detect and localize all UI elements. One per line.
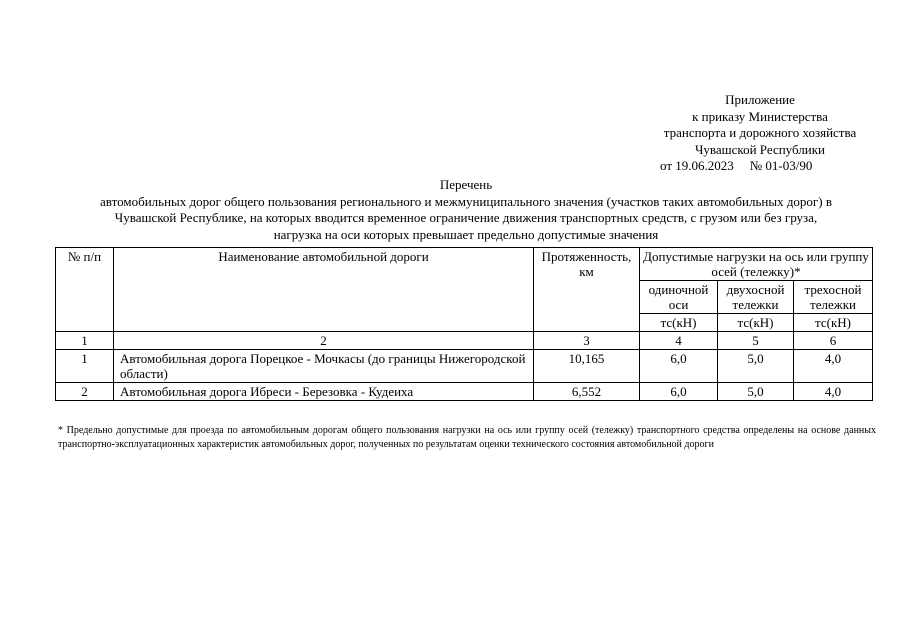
row-triple-load: 4,0 bbox=[794, 383, 873, 401]
column-number: 3 bbox=[534, 332, 640, 350]
unit-triple: тс(кН) bbox=[794, 314, 873, 332]
appendix-order-line bbox=[640, 158, 880, 175]
title-heading: Перечень bbox=[439, 177, 493, 192]
row-single-load: 6,0 bbox=[640, 350, 718, 383]
footnote: * Предельно допустимые для проезда по автомобильным дорогам общего пользования нагрузки на ось или группу осей (тележку) транспортного средства определены на основе данных транспортно-эксплуатационных характеристик автомобильных дорог, полученных по результатам оценки технического состояния автомобильной дороги bbox=[58, 425, 876, 450]
appendix-title: Приложение bbox=[725, 92, 795, 107]
table-header-row bbox=[56, 248, 873, 281]
appendix-line-ministry: транспорта и дорожного хозяйства bbox=[663, 125, 857, 140]
title-line-3: нагрузка на оси которых превышает предельно допустимые значения bbox=[273, 226, 659, 242]
title-line-2: Чувашской Республике, на которых вводится временное ограничение движения транспортных средств, с грузом или без груза, bbox=[114, 210, 818, 225]
header-triple-axle: трехосной тележки bbox=[794, 281, 873, 314]
row-length: 10,165 bbox=[534, 350, 640, 383]
row-num: 1 bbox=[56, 350, 114, 383]
row-double-load: 5,0 bbox=[718, 350, 794, 383]
unit-double: тс(кН) bbox=[718, 314, 794, 332]
row-road-name: Автомобильная дорога Ибреси - Березовка - Кудеиха bbox=[114, 383, 534, 401]
row-road-name: Автомобильная дорога Порецкое - Мочкасы (до границы Нижегородской области) bbox=[114, 350, 534, 383]
column-number: 5 bbox=[718, 332, 794, 350]
row-double-load: 5,0 bbox=[718, 383, 794, 401]
header-double-axle: двухосной тележки bbox=[718, 281, 794, 314]
table-row bbox=[56, 383, 873, 401]
unit-single: тс(кН) bbox=[640, 314, 718, 332]
row-length: 6,552 bbox=[534, 383, 640, 401]
order-number: № 01-03/90 bbox=[749, 158, 813, 173]
header-name: Наименование автомобильной дороги bbox=[114, 248, 534, 332]
appendix-line-region: Чувашской Республики bbox=[694, 141, 826, 157]
appendix-line-order: к приказу Министерства bbox=[692, 108, 828, 124]
document-title bbox=[55, 177, 877, 243]
table-row bbox=[56, 350, 873, 383]
header-single-axle: одиночной оси bbox=[640, 281, 718, 314]
header-loads: Допустимые нагрузки на ось или группу осей (тележку)* bbox=[640, 248, 873, 281]
order-date: от 19.06.2023 bbox=[660, 158, 734, 173]
header-num: № п/п bbox=[56, 248, 114, 332]
column-number: 1 bbox=[56, 332, 114, 350]
appendix-block bbox=[640, 92, 880, 175]
column-number: 4 bbox=[640, 332, 718, 350]
row-triple-load: 4,0 bbox=[794, 350, 873, 383]
header-length: Протяженность, км bbox=[534, 248, 640, 332]
column-numbers-row bbox=[56, 332, 873, 350]
roads-table bbox=[55, 247, 873, 401]
row-num: 2 bbox=[56, 383, 114, 401]
title-line-1: автомобильных дорог общего пользования регионального и межмуниципального значения (участков таких автомобильных дорог) в bbox=[100, 193, 832, 209]
column-number: 2 bbox=[114, 332, 534, 350]
row-single-load: 6,0 bbox=[640, 383, 718, 401]
column-number: 6 bbox=[794, 332, 873, 350]
